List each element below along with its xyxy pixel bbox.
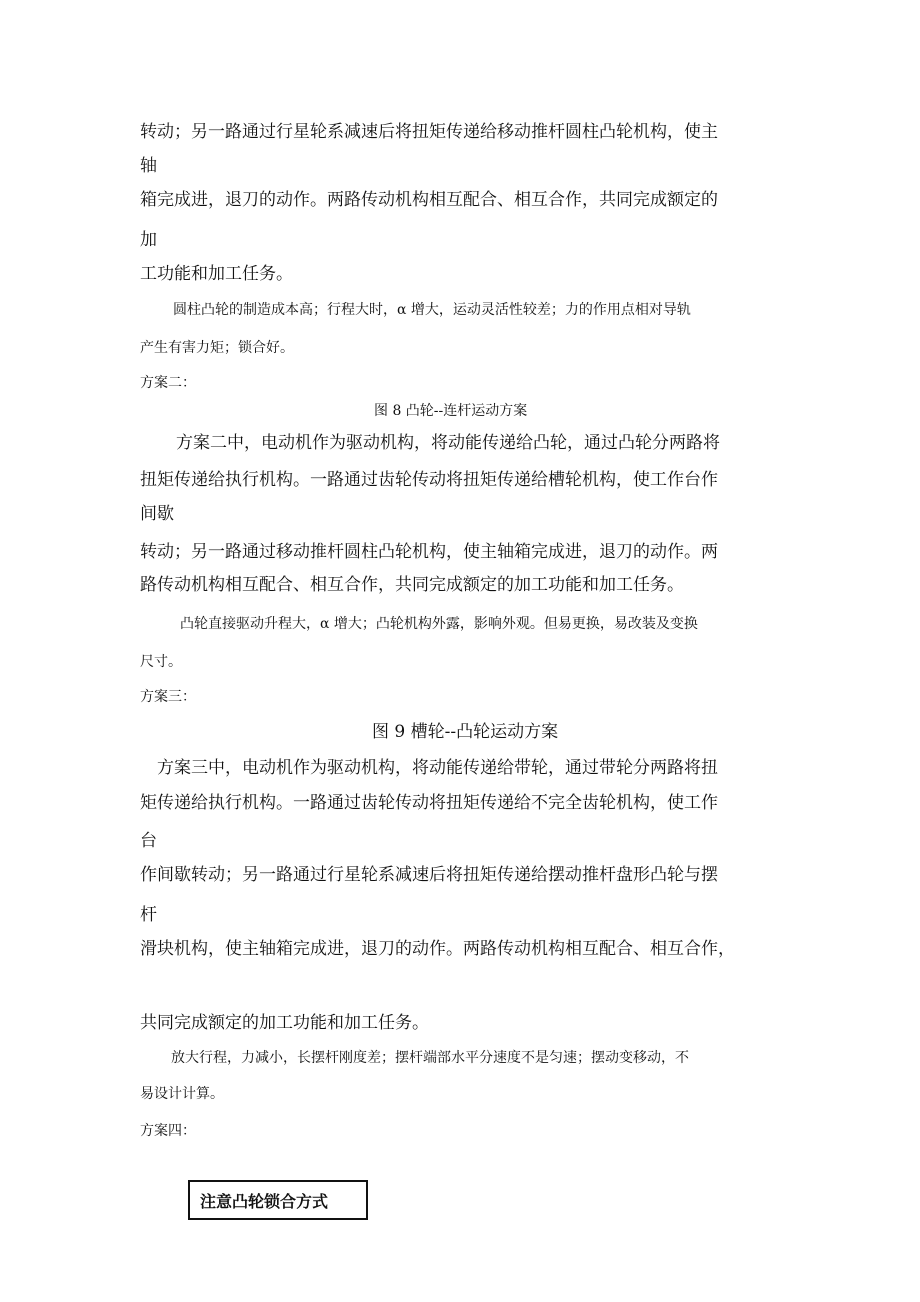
- scheme-heading: 方案二：: [140, 375, 196, 391]
- evaluation-line: 易设计计算。: [140, 1086, 224, 1102]
- paragraph-line: 间歇: [140, 504, 174, 524]
- paragraph-line: 矩传递给执行机构。一路通过齿轮传动将扭矩传递给不完全齿轮机构，使工作: [140, 793, 718, 813]
- scheme-heading: 方案三：: [140, 689, 196, 705]
- evaluation-line: 凸轮直接驱动升程大，α 增大；凸轮机构外露，影响外观。但易更换，易改装及变换: [180, 616, 698, 632]
- paragraph-line: 转动；另一路通过行星轮系减速后将扭矩传递给移动推杆圆柱凸轮机构，使主: [140, 122, 718, 142]
- scheme-heading: 方案四：: [140, 1123, 196, 1139]
- paragraph-line: 共同完成额定的加工功能和加工任务。: [140, 1013, 429, 1033]
- evaluation-line: 产生有害力矩；锁合好。: [140, 340, 294, 356]
- note-box: [188, 1180, 368, 1220]
- paragraph-line: 转动；另一路通过移动推杆圆柱凸轮机构，使主轴箱完成进，退刀的动作。两: [140, 542, 718, 562]
- figure-caption: 图 9 槽轮--凸轮运动方案: [372, 722, 559, 742]
- evaluation-line: 放大行程，力减小，长摆杆刚度差；摆杆端部水平分速度不是匀速；摆动变移动，不: [171, 1050, 689, 1066]
- paragraph-line: 工功能和加工任务。: [140, 264, 293, 284]
- paragraph-line: 作间歇转动；另一路通过行星轮系减速后将扭矩传递给摆动推杆盘形凸轮与摆: [140, 865, 718, 885]
- paragraph-line: 扭矩传递给执行机构。一路通过齿轮传动将扭矩传递给槽轮机构，使工作台作: [140, 470, 718, 490]
- paragraph-line: 箱完成进，退刀的动作。两路传动机构相互配合、相互合作，共同完成额定的: [140, 190, 718, 210]
- figure-caption: 图 8 凸轮--连杆运动方案: [374, 403, 528, 419]
- paragraph-line: 杆: [140, 905, 157, 925]
- note-label: 注意凸轮锁合方式: [200, 1191, 329, 1211]
- evaluation-line: 尺寸。: [140, 654, 182, 670]
- paragraph-line: 路传动机构相互配合、相互合作，共同完成额定的加工功能和加工任务。: [140, 575, 684, 595]
- paragraph-line: 滑块机构，使主轴箱完成进，退刀的动作。两路传动机构相互配合、相互合作，: [140, 939, 735, 959]
- paragraph-line: 轴: [140, 156, 157, 176]
- paragraph-line: 台: [140, 831, 157, 851]
- paragraph-line: 方案三中，电动机作为驱动机构，将动能传递给带轮，通过带轮分两路将扭: [157, 758, 718, 778]
- evaluation-line: 圆柱凸轮的制造成本高；行程大时，α 增大，运动灵活性较差；力的作用点相对导轨: [173, 302, 691, 318]
- paragraph-line: 加: [140, 230, 157, 250]
- paragraph-line: 方案二中，电动机作为驱动机构，将动能传递给凸轮，通过凸轮分两路将: [176, 433, 720, 453]
